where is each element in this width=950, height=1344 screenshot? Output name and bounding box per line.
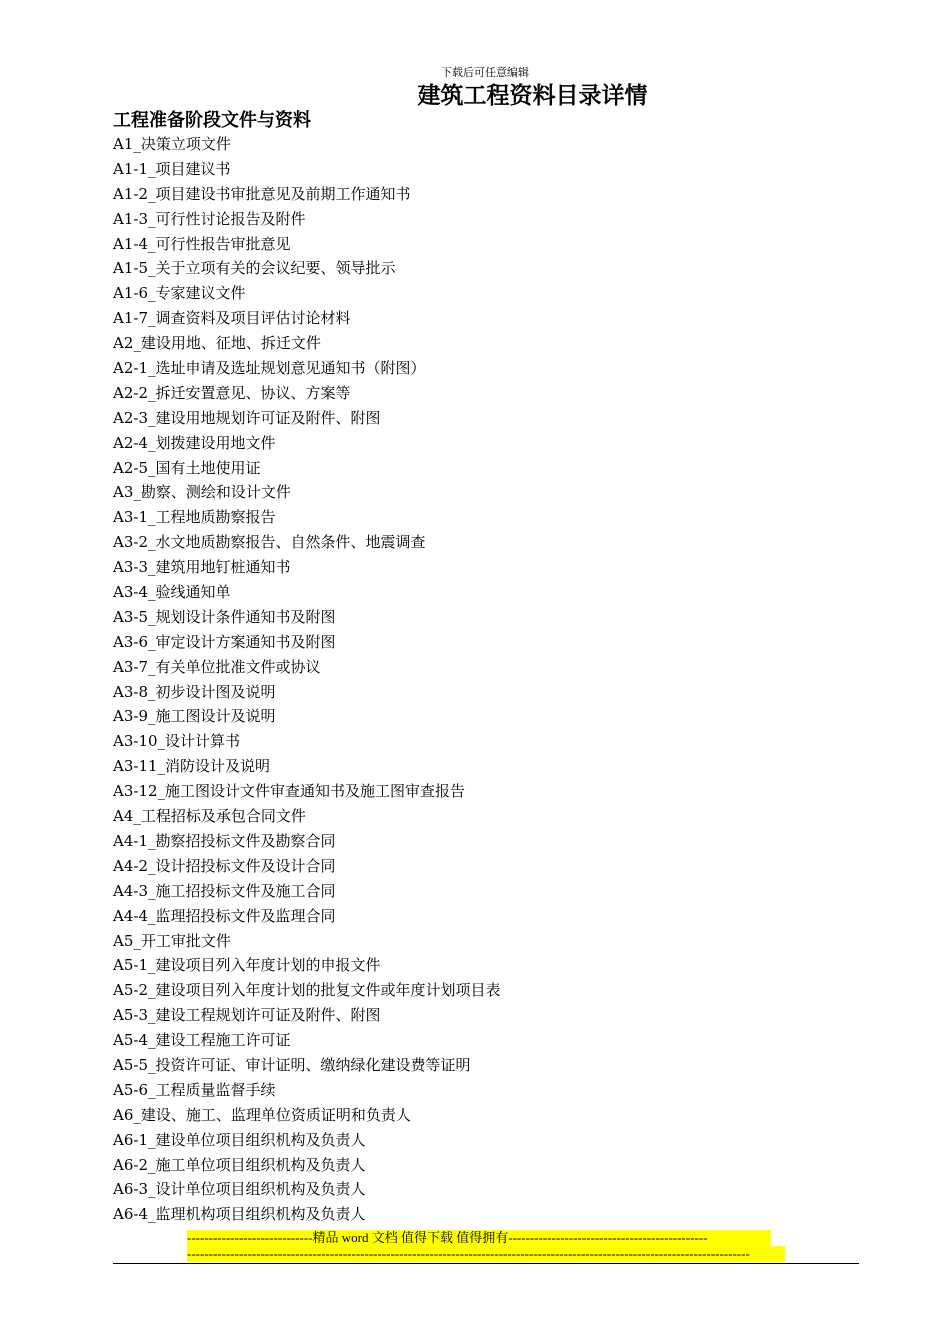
list-item: A3_勘察、测绘和设计文件 <box>113 483 291 502</box>
footer-banner-line-2: ---------------------------------------------------------------------------------------------------------------------------------- <box>187 1246 785 1262</box>
list-item: A4-1_勘察招投标文件及勘察合同 <box>113 831 336 850</box>
list-item: A3-2_水文地质勘察报告、自然条件、地震调查 <box>113 533 426 552</box>
list-item: A5-5_投资许可证、审计证明、缴纳绿化建设费等证明 <box>113 1055 471 1074</box>
list-item: A3-4_验线通知单 <box>113 583 231 602</box>
list-item: A6-2_施工单位项目组织机构及负责人 <box>113 1155 366 1174</box>
list-item: A6-1_建设单位项目组织机构及负责人 <box>113 1130 366 1149</box>
list-item: A2-3_建设用地规划许可证及附件、附图 <box>113 408 381 427</box>
list-item: A5-3_建设工程规划许可证及附件、附图 <box>113 1006 381 1025</box>
list-item: A3-3_建筑用地钉桩通知书 <box>113 558 291 577</box>
document-title: 建筑工程资料目录详情 <box>417 82 648 109</box>
list-item: A1-3_可行性讨论报告及附件 <box>113 209 306 228</box>
list-item: A1_决策立项文件 <box>113 135 231 153</box>
list-item: A3-11_消防设计及说明 <box>113 757 271 776</box>
footer-banner <box>187 1230 785 1262</box>
list-item: A2-4_划拨建设用地文件 <box>113 433 276 452</box>
list-item: A4-2_设计招投标文件及设计合同 <box>113 856 336 875</box>
list-item: A3-6_审定设计方案通知书及附图 <box>113 632 336 651</box>
top-note: 下载后可任意编辑 <box>441 66 529 79</box>
list-item: A1-7_调查资料及项目评估讨论材料 <box>113 309 351 328</box>
list-item: A6_建设、施工、监理单位资质证明和负责人 <box>113 1105 411 1124</box>
list-item: A2-5_国有土地使用证 <box>113 458 261 477</box>
list-item: A6-4_监理机构项目组织机构及负责人 <box>113 1205 366 1224</box>
list-item: A3-9_施工图设计及说明 <box>113 707 276 726</box>
list-item: A5-1_建设项目列入年度计划的申报文件 <box>113 956 381 975</box>
section-heading: 工程准备阶段文件与资料 <box>113 110 311 131</box>
list-item: A3-7_有关单位批准文件或协议 <box>113 657 321 676</box>
list-item: A1-2_项目建设书审批意见及前期工作通知书 <box>113 184 411 203</box>
footer-divider <box>113 1263 859 1264</box>
list-item: A2-1_选址申请及选址规划意见通知书（附图） <box>113 359 426 378</box>
list-item: A5-4_建设工程施工许可证 <box>113 1031 291 1050</box>
list-item: A1-6_专家建议文件 <box>113 284 246 303</box>
list-item: A3-5_规划设计条件通知书及附图 <box>113 607 336 626</box>
list-item: A2-2_拆迁安置意见、协议、方案等 <box>113 383 351 402</box>
list-item: A1-1_项目建议书 <box>113 159 231 178</box>
directory-list <box>113 132 501 1227</box>
list-item: A4-4_监理招投标文件及监理合同 <box>113 906 336 925</box>
list-item: A3-12_施工图设计文件审查通知书及施工图审查报告 <box>113 782 466 801</box>
list-item: A5_开工审批文件 <box>113 931 231 950</box>
list-item: A6-3_设计单位项目组织机构及负责人 <box>113 1180 366 1199</box>
list-item: A4-3_施工招投标文件及施工合同 <box>113 881 336 900</box>
list-item: A2_建设用地、征地、拆迁文件 <box>113 334 321 353</box>
footer-banner-line-1: -----------------------------精品 word 文档 值得下载 值得拥有---------------------------------------------- <box>187 1230 771 1246</box>
list-item: A1-5_关于立项有关的会议纪要、领导批示 <box>113 259 396 278</box>
list-item: A4_工程招标及承包合同文件 <box>113 807 306 826</box>
list-item: A5-6_工程质量监督手续 <box>113 1080 276 1099</box>
list-item: A3-8_初步设计图及说明 <box>113 682 276 701</box>
list-item: A5-2_建设项目列入年度计划的批复文件或年度计划项目表 <box>113 981 501 1000</box>
list-item: A3-10_设计计算书 <box>113 732 241 751</box>
list-item: A1-4_可行性报告审批意见 <box>113 234 291 253</box>
list-item: A3-1_工程地质勘察报告 <box>113 508 276 527</box>
